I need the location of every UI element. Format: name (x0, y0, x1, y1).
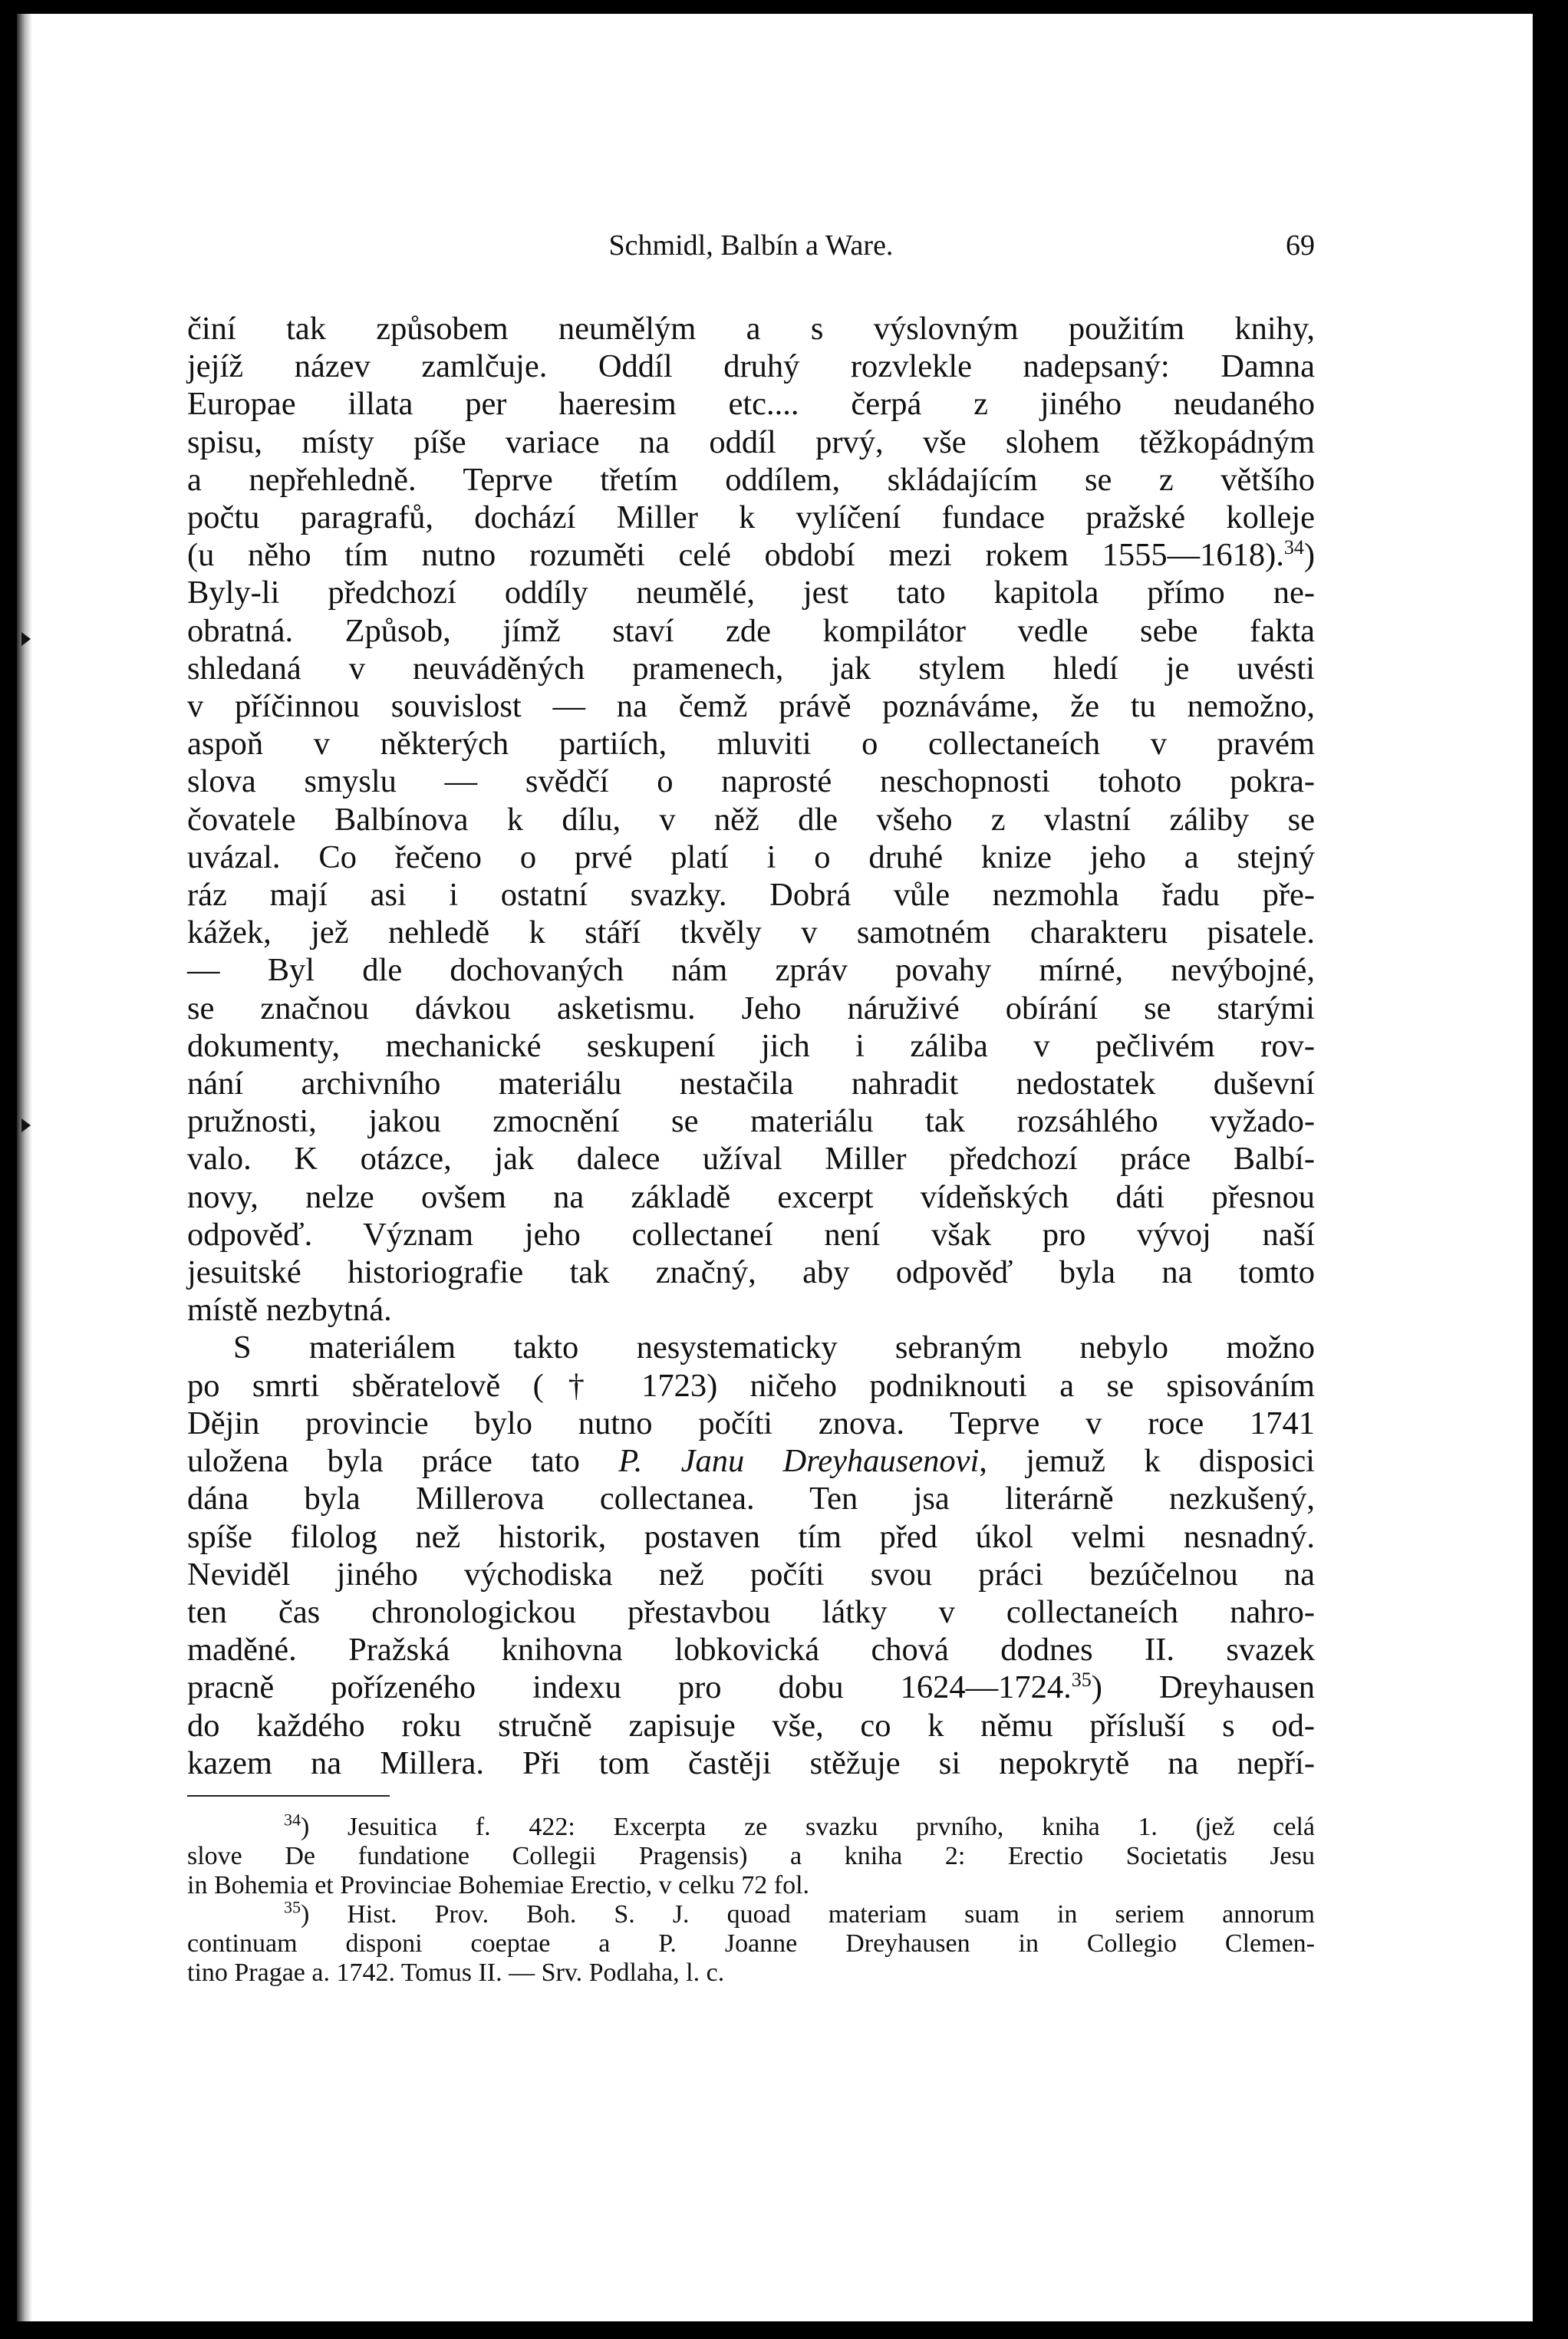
text-line: kážek, jež nehledě k stáří tkvěly v samotném charakteru pisatele. (187, 914, 1315, 951)
text-run: (u něho tím nutno rozuměti celé období mezi rokem 1555—1618). (187, 537, 1284, 574)
text-run: uložena byla práce tato (187, 1443, 619, 1480)
text-line: se značnou dávkou asketismu. Jeho náruživé obírání se starými (187, 990, 1315, 1026)
footnote-line: slove De fundatione Collegii Pragensis) a kniha 2: Erectio Societatis Jesu (187, 1842, 1315, 1870)
italic-name: P. Janu Dreyhausenovi (618, 1443, 980, 1480)
text-line: čovatele Balbínova k dílu, v něž dle všeho z vlastní záliby se (187, 801, 1315, 838)
footnote-text: ) Jesuitica f. 422: Excerpta ze svazku prvního, kniha 1. (jež celá (301, 1813, 1315, 1841)
footnote-line: continuam disponi coeptae a P. Joanne Dreyhausen in Collegio Clemen- (187, 1929, 1315, 1958)
text-line: S materiálem takto nesystematicky sebraným nebylo možno (233, 1329, 1315, 1366)
footnote-ref-34: 34 (1283, 536, 1304, 559)
footnote-marker: 35 (284, 1897, 301, 1917)
running-title: Schmidl, Balbín a Ware. (608, 229, 894, 262)
text-line: do každého roku stručně zapisuje vše, co k němu přísluší s od- (187, 1707, 1315, 1744)
footnote-35 (187, 1897, 1315, 1988)
footnotes (187, 1810, 1315, 1988)
text-line: ten čas chronologickou přestavbou látky v collectaneích nahro- (187, 1593, 1315, 1630)
text-line (187, 536, 1315, 574)
text-line: aspoň v některých partiích, mluviti o collectaneích v pravém (187, 726, 1315, 763)
text-line: po smrti sběratelově († 1723) ničeho podniknouti a se spisováním (187, 1367, 1315, 1404)
footnote-line: in Bohemia et Provinciae Bohemiae Erectio, v celku 72 fol. (187, 1871, 810, 1899)
text-line: slova smyslu — svědčí o naprosté neschopnosti tohoto pokra- (187, 763, 1315, 800)
footnote-line (187, 1810, 1315, 1842)
text-line: činí tak způsobem neumělým a s výslovným použitím knihy, (187, 311, 1315, 347)
text-run: ) (1303, 537, 1315, 574)
text-line: dokumenty, mechanické seskupení jich i záliba v pečlivém rov- (187, 1027, 1315, 1064)
text-line: pružnosti, jakou zmocnění se materiálu tak rozsáhlého vyžado- (187, 1103, 1315, 1140)
text-run: , jemuž k disposici (979, 1443, 1315, 1480)
text-line (187, 1669, 1315, 1706)
text-line: uvázal. Co řečeno o prvé platí i o druhé knize jeho a stejný (187, 838, 1315, 875)
text-line: místě nezbytná. (187, 1292, 392, 1329)
margin-marks (17, 14, 48, 2321)
text-line: jejíž název zamlčuje. Oddíl druhý rozvlekle nadepsaný: Damna (187, 348, 1315, 385)
text-line: počtu paragrafů, dochází Miller k vylíčení fundace pražské kolleje (187, 499, 1315, 536)
text-run: ) Dreyhausen (1091, 1669, 1315, 1706)
text-run: pracně pořízeného indexu pro dobu 1624—1724. (187, 1669, 1072, 1706)
text-line: v příčinnou souvislost — na čemž právě poznáváme, že tu nemožno, (187, 688, 1315, 725)
main-text (187, 310, 1315, 1782)
text-line: obratná. Způsob, jímž staví zde kompilátor vedle sebe fakta (187, 612, 1315, 649)
running-header (187, 229, 1315, 275)
text-line: shledaná v neuváděných pramenech, jak stylem hledí je uvésti (187, 650, 1315, 687)
text-line: spisu, místy píše variace na oddíl prvý, vše slohem těžkopádným (187, 423, 1315, 460)
footnote-ref-35: 35 (1071, 1669, 1092, 1692)
text-line: Byly-li předchozí oddíly neumělé, jest tato kapitola přímo ne- (187, 575, 1315, 611)
text-line: Europae illata per haeresim etc.... čerpá z jiného neudaného (187, 386, 1315, 423)
footnote-marker: 34 (284, 1810, 301, 1830)
footnote-divider (187, 1795, 390, 1797)
footnote-line: tino Pragae a. 1742. Tomus II. — Srv. Podlaha, l. c. (187, 1959, 725, 1987)
text-line: dána byla Millerova collectanea. Ten jsa literárně nezkušený, (187, 1481, 1315, 1517)
text-line: jesuitské historiografie tak značný, aby odpověď byla na tomto (187, 1254, 1315, 1291)
footnote-line (187, 1897, 1315, 1929)
text-line: Neviděl jiného východiska než počíti svou práci bezúčelnou na (187, 1556, 1315, 1593)
footnote-text: ) Hist. Prov. Boh. S. J. quoad materiam suam in seriem annorum (301, 1900, 1315, 1929)
text-line: ráz mají asi i ostatní svazky. Dobrá vůle nezmohla řadu pře- (187, 877, 1315, 914)
text-line: odpověď. Význam jeho collectaneí není však pro vývoj naší (187, 1216, 1315, 1253)
footnote-34 (187, 1810, 1315, 1900)
text-line: — Byl dle dochovaných nám zpráv povahy mírné, nevýbojné, (187, 952, 1315, 989)
text-line: novy, nelze ovšem na základě excerpt vídeňských dáti přesnou (187, 1178, 1315, 1215)
text-line: spíše filolog než historik, postaven tím před úkol velmi nesnadný. (187, 1518, 1315, 1555)
text-line: a nepřehledně. Teprve třetím oddílem, skládajícím se z většího (187, 461, 1315, 498)
page-number: 69 (1286, 229, 1315, 262)
margin-arrow-icon (21, 632, 31, 646)
margin-arrow-icon (21, 1118, 31, 1132)
text-line: kazem na Millera. Při tom častěji stěžuje si nepokrytě na nepří- (187, 1744, 1315, 1781)
text-line: Dějin provincie bylo nutno počíti znova. Teprve v roce 1741 (187, 1405, 1315, 1441)
text-line: maděné. Pražská knihovna lobkovická chová dodnes II. svazek (187, 1632, 1315, 1669)
text-line: nání archivního materiálu nestačila nahradit nedostatek duševní (187, 1066, 1315, 1102)
text-line: valo. K otázce, jak dalece užíval Miller předchozí práce Balbí- (187, 1141, 1315, 1178)
text-line (187, 1442, 1315, 1480)
